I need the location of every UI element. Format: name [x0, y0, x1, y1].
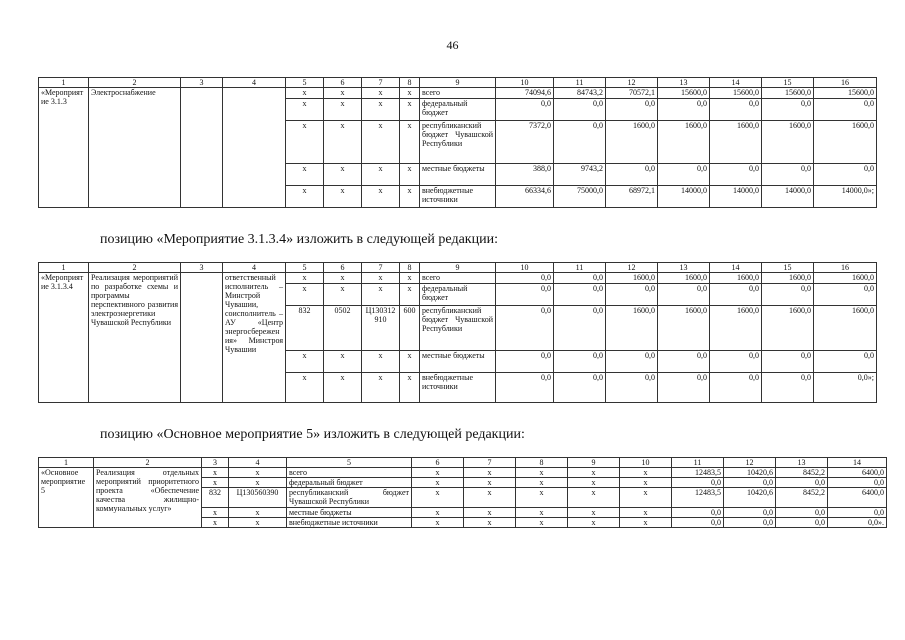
header-cell: 3 — [181, 263, 223, 273]
value-cell: 0,0 — [554, 351, 606, 373]
code-cell: x — [229, 478, 287, 488]
source-cell: федеральный бюджет — [287, 478, 412, 488]
header-cell: 12 — [724, 458, 776, 468]
code-cell: x — [412, 468, 464, 478]
value-cell: 1600,0 — [658, 273, 710, 284]
header-cell: 15 — [762, 263, 814, 273]
value-cell: 0,0 — [496, 284, 554, 306]
code-cell: 0502 — [324, 306, 362, 351]
code-cell: x — [400, 373, 420, 403]
code-cell: 832 — [286, 306, 324, 351]
source-cell: федеральный бюджет — [420, 99, 496, 121]
value-cell: 0,0 — [496, 373, 554, 403]
code-cell: x — [324, 88, 362, 99]
value-cell: 0,0 — [724, 508, 776, 518]
header-cell: 7 — [362, 78, 400, 88]
value-cell: 12483,5 — [672, 488, 724, 508]
empty-cell — [223, 88, 286, 208]
measure-name-cell: «Основное мероприятие 5 — [39, 468, 94, 528]
value-cell: 7372,0 — [496, 121, 554, 164]
source-cell: всего — [420, 273, 496, 284]
value-cell: 388,0 — [496, 164, 554, 186]
code-cell: x — [286, 164, 324, 186]
value-cell: 0,0 — [828, 478, 887, 488]
value-cell: 1600,0 — [762, 273, 814, 284]
header-cell: 8 — [400, 263, 420, 273]
code-cell: x — [362, 164, 400, 186]
code-cell: x — [324, 351, 362, 373]
code-cell: x — [202, 508, 229, 518]
value-cell: 1600,0 — [606, 121, 658, 164]
header-cell: 6 — [412, 458, 464, 468]
code-cell: x — [202, 478, 229, 488]
code-cell: x — [400, 99, 420, 121]
code-cell: x — [464, 468, 516, 478]
value-cell: 6400,0 — [828, 468, 887, 478]
header-cell: 5 — [286, 78, 324, 88]
header-cell: 11 — [554, 78, 606, 88]
code-cell: x — [568, 488, 620, 508]
code-cell: x — [516, 478, 568, 488]
header-cell: 3 — [202, 458, 229, 468]
code-cell: x — [362, 273, 400, 284]
value-cell: 0,0 — [814, 99, 877, 121]
value-cell: 0,0 — [606, 373, 658, 403]
code-cell: x — [362, 88, 400, 99]
code-cell: x — [202, 518, 229, 528]
code-cell: x — [400, 88, 420, 99]
source-cell: местные бюджеты — [287, 508, 412, 518]
table-measure-3-1-3-4 — [38, 262, 877, 403]
code-cell: x — [324, 373, 362, 403]
code-cell: x — [362, 99, 400, 121]
value-cell: 0,0 — [710, 164, 762, 186]
code-cell: x — [620, 488, 672, 508]
table-header-row — [39, 458, 887, 468]
measure-title-cell: Электроснабжение — [89, 88, 181, 208]
measure-title-cell: Реализация мероприятий по разработке схемы и программы перспективного развития электроэнергетики Чувашской Республики — [89, 273, 181, 403]
value-cell: 0,0 — [828, 508, 887, 518]
code-cell: x — [324, 186, 362, 208]
header-cell: 13 — [776, 458, 828, 468]
value-cell: 0,0 — [672, 478, 724, 488]
measure-name-cell: «Мероприятие 3.1.3.4 — [39, 273, 89, 403]
code-cell: x — [362, 284, 400, 306]
header-cell: 5 — [287, 458, 412, 468]
code-cell: x — [400, 351, 420, 373]
header-cell: 10 — [496, 263, 554, 273]
code-cell: x — [362, 121, 400, 164]
code-cell: x — [229, 468, 287, 478]
code-cell: x — [229, 508, 287, 518]
code-cell: x — [286, 284, 324, 306]
value-cell: 10420,6 — [724, 488, 776, 508]
value-cell: 0,0 — [672, 518, 724, 528]
header-cell: 14 — [710, 263, 762, 273]
value-cell: 0,0 — [606, 164, 658, 186]
value-cell: 15600,0 — [658, 88, 710, 99]
value-cell: 70572,1 — [606, 88, 658, 99]
code-cell: x — [286, 121, 324, 164]
value-cell: 0,0 — [776, 518, 828, 528]
value-cell: 9743,2 — [554, 164, 606, 186]
value-cell: 1600,0 — [814, 306, 877, 351]
header-cell: 11 — [554, 263, 606, 273]
value-cell: 0,0 — [814, 284, 877, 306]
code-cell: x — [229, 518, 287, 528]
code-cell: x — [516, 488, 568, 508]
code-cell: x — [362, 373, 400, 403]
value-cell: 0,0 — [554, 373, 606, 403]
value-cell: 0,0 — [762, 99, 814, 121]
header-cell: 12 — [606, 263, 658, 273]
value-cell: 0,0 — [710, 284, 762, 306]
value-cell: 68972,1 — [606, 186, 658, 208]
value-cell: 1600,0 — [710, 273, 762, 284]
code-cell: x — [464, 518, 516, 528]
source-cell: внебюджетные источники — [420, 373, 496, 403]
table-row — [39, 88, 877, 99]
code-cell: x — [286, 186, 324, 208]
value-cell: 14000,0 — [762, 186, 814, 208]
code-cell: x — [324, 99, 362, 121]
source-cell: местные бюджеты — [420, 351, 496, 373]
code-cell: 832 — [202, 488, 229, 508]
value-cell: 0,0 — [710, 99, 762, 121]
page-number: 46 — [446, 38, 459, 52]
code-cell: Ц130560390 — [229, 488, 287, 508]
value-cell: 74094,6 — [496, 88, 554, 99]
code-cell: x — [324, 284, 362, 306]
value-cell: 15600,0 — [762, 88, 814, 99]
code-cell: x — [464, 508, 516, 518]
source-cell: всего — [420, 88, 496, 99]
value-cell: 0,0 — [606, 284, 658, 306]
value-cell: 0,0 — [554, 284, 606, 306]
header-cell: 3 — [181, 78, 223, 88]
header-cell: 13 — [658, 263, 710, 273]
header-cell: 1 — [39, 78, 89, 88]
value-cell: 0,0 — [554, 121, 606, 164]
table-row — [39, 273, 877, 284]
header-cell: 16 — [814, 263, 877, 273]
source-cell: республиканский бюджет Чувашской Республики — [420, 306, 496, 351]
measure-title-cell: Реализация отдельных мероприятий приоритетного проекта «Обеспечение качества жилищно-коммунальных услуг» — [94, 468, 202, 528]
code-cell: x — [412, 508, 464, 518]
code-cell: x — [412, 518, 464, 528]
code-cell: x — [568, 508, 620, 518]
value-cell: 8452,2 — [776, 488, 828, 508]
measure-name-cell: «Мероприятие 3.1.3 — [39, 88, 89, 208]
header-cell: 4 — [223, 263, 286, 273]
code-cell: x — [464, 488, 516, 508]
code-cell: x — [286, 88, 324, 99]
code-cell: x — [286, 273, 324, 284]
value-cell: 0,0 — [776, 478, 828, 488]
responsible-cell: ответственный исполнитель – Минстрой Чувашии, соисполнитель – АУ «Центр энергосбережения» Минстроя Чувашии — [223, 273, 286, 403]
value-cell: 8452,2 — [776, 468, 828, 478]
value-cell: 6400,0 — [828, 488, 887, 508]
header-cell: 10 — [496, 78, 554, 88]
value-cell: 1600,0 — [658, 121, 710, 164]
table-measure-3-1-3 — [38, 77, 877, 208]
code-cell: Ц130312910 — [362, 306, 400, 351]
value-cell: 75000,0 — [554, 186, 606, 208]
table-header-row — [39, 78, 877, 88]
code-cell: x — [324, 164, 362, 186]
source-cell: внебюджетные источники — [420, 186, 496, 208]
code-cell: x — [412, 478, 464, 488]
header-cell: 5 — [286, 263, 324, 273]
header-cell: 7 — [464, 458, 516, 468]
code-cell: x — [568, 468, 620, 478]
value-cell: 1600,0 — [710, 121, 762, 164]
header-cell: 6 — [324, 78, 362, 88]
value-cell: 0,0 — [762, 351, 814, 373]
code-cell: x — [620, 478, 672, 488]
value-cell: 84743,2 — [554, 88, 606, 99]
value-cell: 0,0 — [776, 508, 828, 518]
code-cell: x — [568, 518, 620, 528]
code-cell: x — [568, 478, 620, 488]
header-cell: 15 — [762, 78, 814, 88]
table-main-measure-5 — [38, 457, 887, 528]
source-cell: внебюджетные источники — [287, 518, 412, 528]
value-cell: 0,0 — [762, 373, 814, 403]
code-cell: x — [412, 488, 464, 508]
value-cell: 0,0 — [496, 273, 554, 284]
table-row — [39, 468, 887, 478]
value-cell: 0,0 — [496, 351, 554, 373]
value-cell: 0,0 — [554, 306, 606, 351]
code-cell: x — [516, 508, 568, 518]
header-cell: 7 — [362, 263, 400, 273]
value-cell: 1600,0 — [762, 306, 814, 351]
value-cell: 1600,0 — [814, 121, 877, 164]
header-cell: 13 — [658, 78, 710, 88]
value-cell: 0,0 — [658, 284, 710, 306]
value-cell: 12483,5 — [672, 468, 724, 478]
code-cell: 600 — [400, 306, 420, 351]
value-cell: 0,0 — [658, 373, 710, 403]
empty-cell — [181, 273, 223, 403]
value-cell: 0,0 — [554, 273, 606, 284]
value-cell: 1600,0 — [606, 306, 658, 351]
value-cell: 15600,0 — [710, 88, 762, 99]
value-cell: 0,0 — [554, 99, 606, 121]
value-cell: 0,0 — [762, 284, 814, 306]
header-cell: 9 — [568, 458, 620, 468]
value-cell: 0,0 — [724, 518, 776, 528]
code-cell: x — [400, 284, 420, 306]
header-cell: 4 — [229, 458, 287, 468]
value-cell: 0,0 — [658, 99, 710, 121]
header-cell: 9 — [420, 78, 496, 88]
code-cell: x — [324, 273, 362, 284]
value-cell: 14000,0 — [658, 186, 710, 208]
header-cell: 2 — [89, 78, 181, 88]
value-cell: 1600,0 — [762, 121, 814, 164]
value-cell: 0,0 — [724, 478, 776, 488]
empty-cell — [181, 88, 223, 208]
header-cell: 6 — [324, 263, 362, 273]
value-cell: 1600,0 — [710, 306, 762, 351]
source-cell: всего — [287, 468, 412, 478]
code-cell: x — [362, 351, 400, 373]
instruction-text: позицию «Мероприятие 3.1.3.4» изложить в следующей редакции: — [100, 232, 498, 247]
code-cell: x — [202, 468, 229, 478]
header-cell: 8 — [516, 458, 568, 468]
code-cell: x — [516, 468, 568, 478]
value-cell: 0,0»; — [814, 373, 877, 403]
value-cell: 1600,0 — [606, 273, 658, 284]
value-cell: 1600,0 — [658, 306, 710, 351]
value-cell: 66334,6 — [496, 186, 554, 208]
code-cell: x — [286, 373, 324, 403]
header-cell: 1 — [39, 458, 94, 468]
table-header-row — [39, 263, 877, 273]
value-cell: 0,0 — [606, 351, 658, 373]
value-cell: 0,0 — [814, 164, 877, 186]
header-cell: 9 — [420, 263, 496, 273]
value-cell: 0,0 — [658, 164, 710, 186]
code-cell: x — [516, 518, 568, 528]
value-cell: 0,0 — [762, 164, 814, 186]
code-cell: x — [620, 468, 672, 478]
code-cell: x — [362, 186, 400, 208]
value-cell: 0,0 — [672, 508, 724, 518]
code-cell: x — [464, 478, 516, 488]
code-cell: x — [400, 186, 420, 208]
code-cell: x — [286, 351, 324, 373]
value-cell: 0,0 — [496, 306, 554, 351]
header-cell: 14 — [828, 458, 887, 468]
header-cell: 8 — [400, 78, 420, 88]
value-cell: 14000,0»; — [814, 186, 877, 208]
value-cell: 15600,0 — [814, 88, 877, 99]
value-cell: 0,0 — [710, 351, 762, 373]
source-cell: федеральный бюджет — [420, 284, 496, 306]
value-cell: 0,0 — [496, 99, 554, 121]
instruction-text: позицию «Основное мероприятие 5» изложить в следующей редакции: — [100, 427, 525, 442]
code-cell: x — [400, 164, 420, 186]
value-cell: 0,0 — [606, 99, 658, 121]
header-cell: 2 — [89, 263, 181, 273]
header-cell: 12 — [606, 78, 658, 88]
code-cell: x — [620, 508, 672, 518]
code-cell: x — [400, 273, 420, 284]
code-cell: x — [286, 99, 324, 121]
value-cell: 0,0 — [658, 351, 710, 373]
value-cell: 14000,0 — [710, 186, 762, 208]
header-cell: 10 — [620, 458, 672, 468]
code-cell: x — [324, 121, 362, 164]
header-cell: 2 — [94, 458, 202, 468]
source-cell: республиканский бюджет Чувашской Республики — [420, 121, 496, 164]
value-cell: 10420,6 — [724, 468, 776, 478]
value-cell: 0,0 — [710, 373, 762, 403]
source-cell: местные бюджеты — [420, 164, 496, 186]
header-cell: 11 — [672, 458, 724, 468]
value-cell: 0,0». — [828, 518, 887, 528]
code-cell: x — [620, 518, 672, 528]
value-cell: 0,0 — [814, 351, 877, 373]
header-cell: 4 — [223, 78, 286, 88]
header-cell: 1 — [39, 263, 89, 273]
code-cell: x — [400, 121, 420, 164]
source-cell: республиканский бюджет Чувашской Республики — [287, 488, 412, 508]
value-cell: 1600,0 — [814, 273, 877, 284]
header-cell: 16 — [814, 78, 877, 88]
header-cell: 14 — [710, 78, 762, 88]
